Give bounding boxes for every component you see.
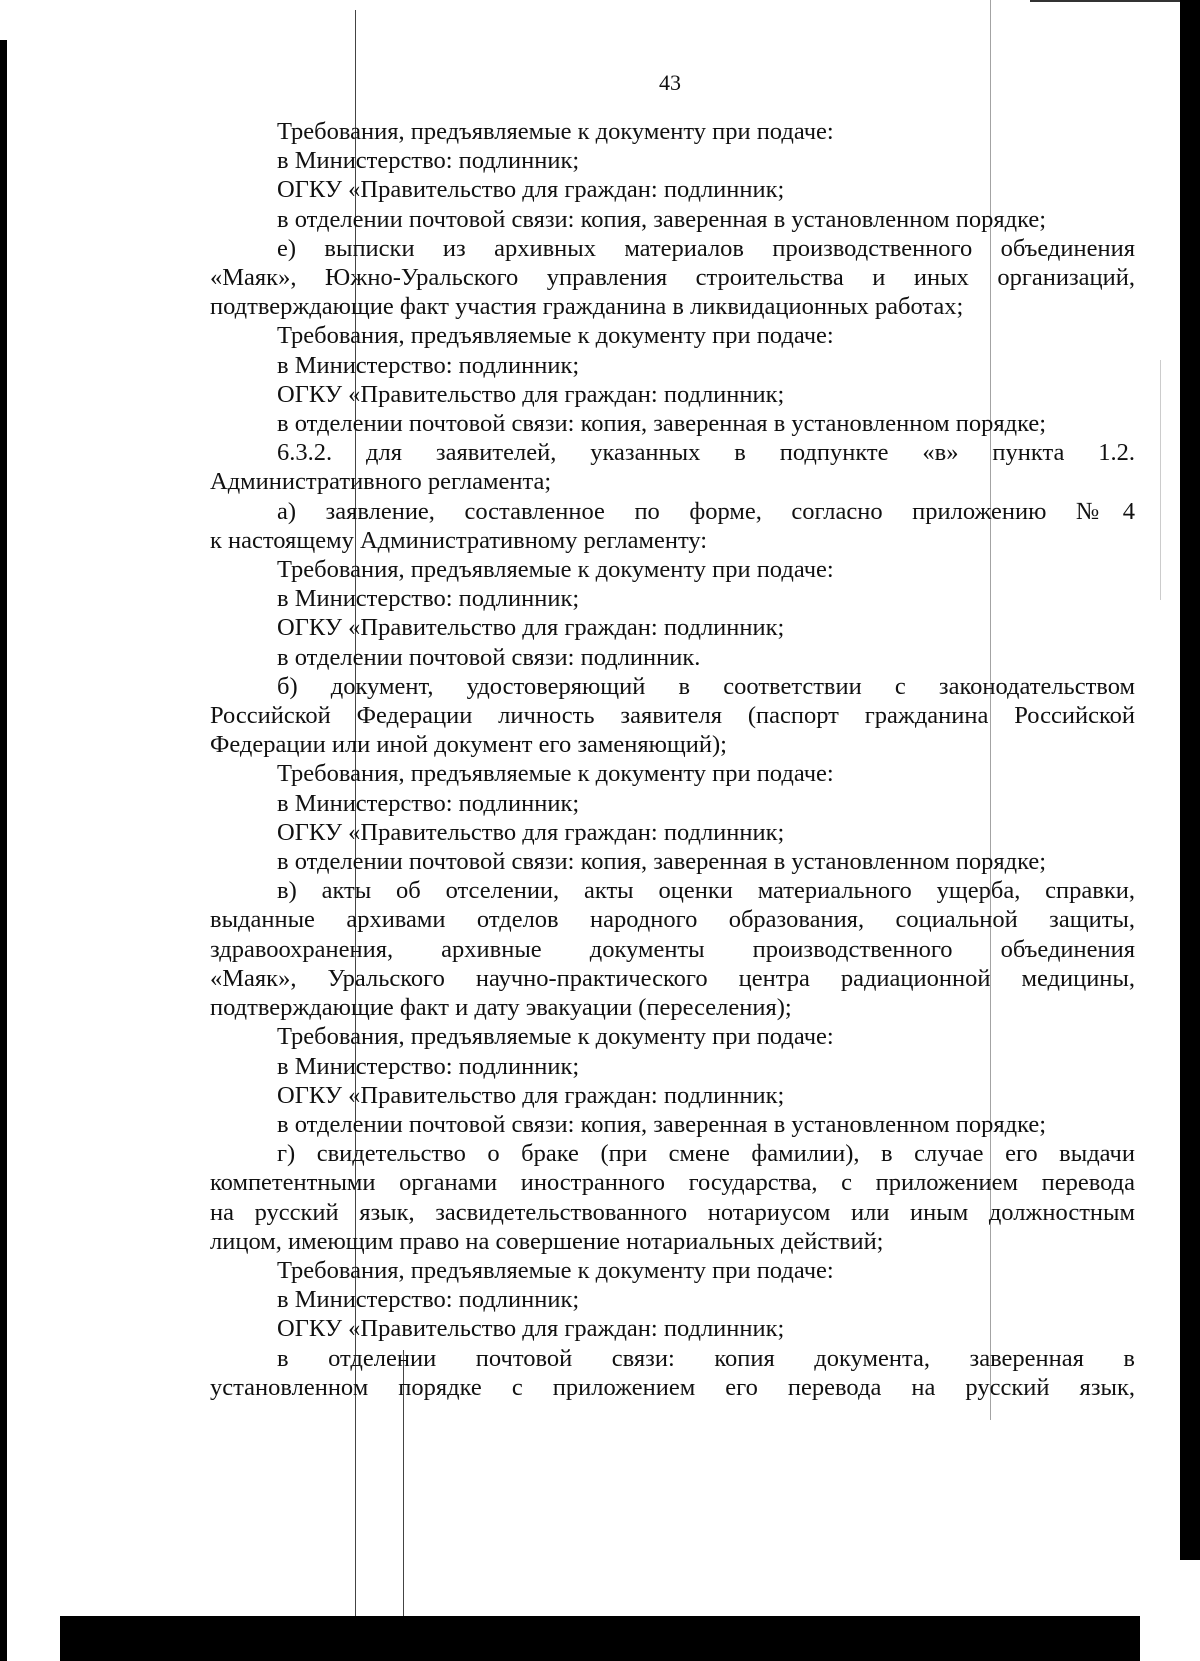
text-line: в Министерство: подлинник; (277, 789, 580, 817)
text-line: г) свидетельство о браке (при смене фамилии), в случае его выдачи (277, 1140, 1135, 1168)
text-line: ОГКУ «Правительство для граждан: подлинник; (277, 818, 785, 846)
text-line: Требования, предъявляемые к документу при подаче: (277, 760, 834, 788)
text-line: в) акты об отселении, акты оценки материального ущерба, справки, (277, 877, 1135, 905)
text-line: на русский язык, засвидетельствованного нотариусом или иным должностным (210, 1198, 1135, 1226)
text-line: в Министерство: подлинник; (277, 1052, 580, 1080)
scan-edge-right (1180, 0, 1200, 1560)
text-line: лицом, имеющим право на совершение нотариальных действий; (210, 1227, 884, 1255)
text-line: ОГКУ «Правительство для граждан: подлинник; (277, 614, 785, 642)
scan-fold-line (1160, 360, 1161, 600)
text-line: Требования, предъявляемые к документу при подаче: (277, 118, 834, 145)
text-line: Требования, предъявляемые к документу при подаче: (277, 1256, 834, 1284)
text-line: в отделении почтовой связи: копия, заверенная в установленном порядке; (277, 205, 1047, 233)
scan-edge-top (1030, 0, 1180, 2)
text-line: е) выписки из архивных материалов производственного объединения (277, 234, 1135, 262)
text-line: Требования, предъявляемые к документу при подаче: (277, 1023, 834, 1051)
text-line: в отделении почтовой связи: копия документа, заверенная в (277, 1344, 1135, 1372)
text-line: в Министерство: подлинник; (277, 1286, 580, 1314)
text-line: «Маяк», Уральского научно-практического центра радиационной медицины, (210, 964, 1135, 992)
text-line: компетентными органами иностранного государства, с приложением перевода (210, 1169, 1135, 1197)
text-line: в Министерство: подлинник; (277, 147, 580, 175)
page-number: 43 (659, 70, 681, 95)
text-line: 6.3.2. для заявителей, указанных в подпункте «в» пункта 1.2. (277, 439, 1135, 467)
scan-edge-bottom (60, 1616, 1140, 1661)
text-line: выданные архивами отделов народного образования, социальной защиты, (210, 906, 1135, 934)
text-line: Требования, предъявляемые к документу при подаче: (277, 556, 834, 584)
text-line: в отделении почтовой связи: копия, заверенная в установленном порядке; (277, 848, 1047, 876)
text-line: ОГКУ «Правительство для граждан: подлинник; (277, 176, 785, 204)
text-line: «Маяк», Южно-Уральского управления строительства и иных организаций, (210, 264, 1135, 292)
text-line: в Министерство: подлинник; (277, 585, 580, 613)
text-line: ОГКУ «Правительство для граждан: подлинник; (277, 1315, 785, 1343)
text-line: в отделении почтовой связи: копия, заверенная в установленном порядке; (277, 410, 1047, 438)
text-line: установленном порядке с приложением его перевода на русский язык, (210, 1373, 1135, 1401)
text-line: в отделении почтовой связи: подлинник. (277, 643, 701, 671)
text-line: Требования, предъявляемые к документу при подаче: (277, 322, 834, 350)
text-line: б) документ, удостоверяющий в соответствии с законодательством (277, 672, 1135, 700)
text-line: ОГКУ «Правительство для граждан: подлинник; (277, 380, 785, 408)
text-line: Федерации или иной документ его заменяющий); (210, 731, 727, 759)
document-text (210, 117, 1135, 1402)
text-line: в Министерство: подлинник; (277, 351, 580, 379)
text-line: Российской Федерации личность заявителя (паспорт гражданина Российской (210, 702, 1135, 730)
text-line: здравоохранения, архивные документы производственного объединения (210, 935, 1135, 963)
text-line: в отделении почтовой связи: копия, заверенная в установленном порядке; (277, 1110, 1047, 1138)
text-line: подтверждающие факт и дату эвакуации (переселения); (210, 994, 792, 1022)
scan-edge-left (0, 40, 7, 1661)
text-line: подтверждающие факт участия гражданина в ликвидационных работах; (210, 293, 964, 321)
text-line: ОГКУ «Правительство для граждан: подлинник; (277, 1081, 785, 1109)
text-line: а) заявление, составленное по форме, согласно приложению №4 (277, 497, 1135, 525)
text-line: Административного регламента; (210, 468, 552, 496)
text-line: к настоящему Административному регламенту: (210, 526, 708, 554)
